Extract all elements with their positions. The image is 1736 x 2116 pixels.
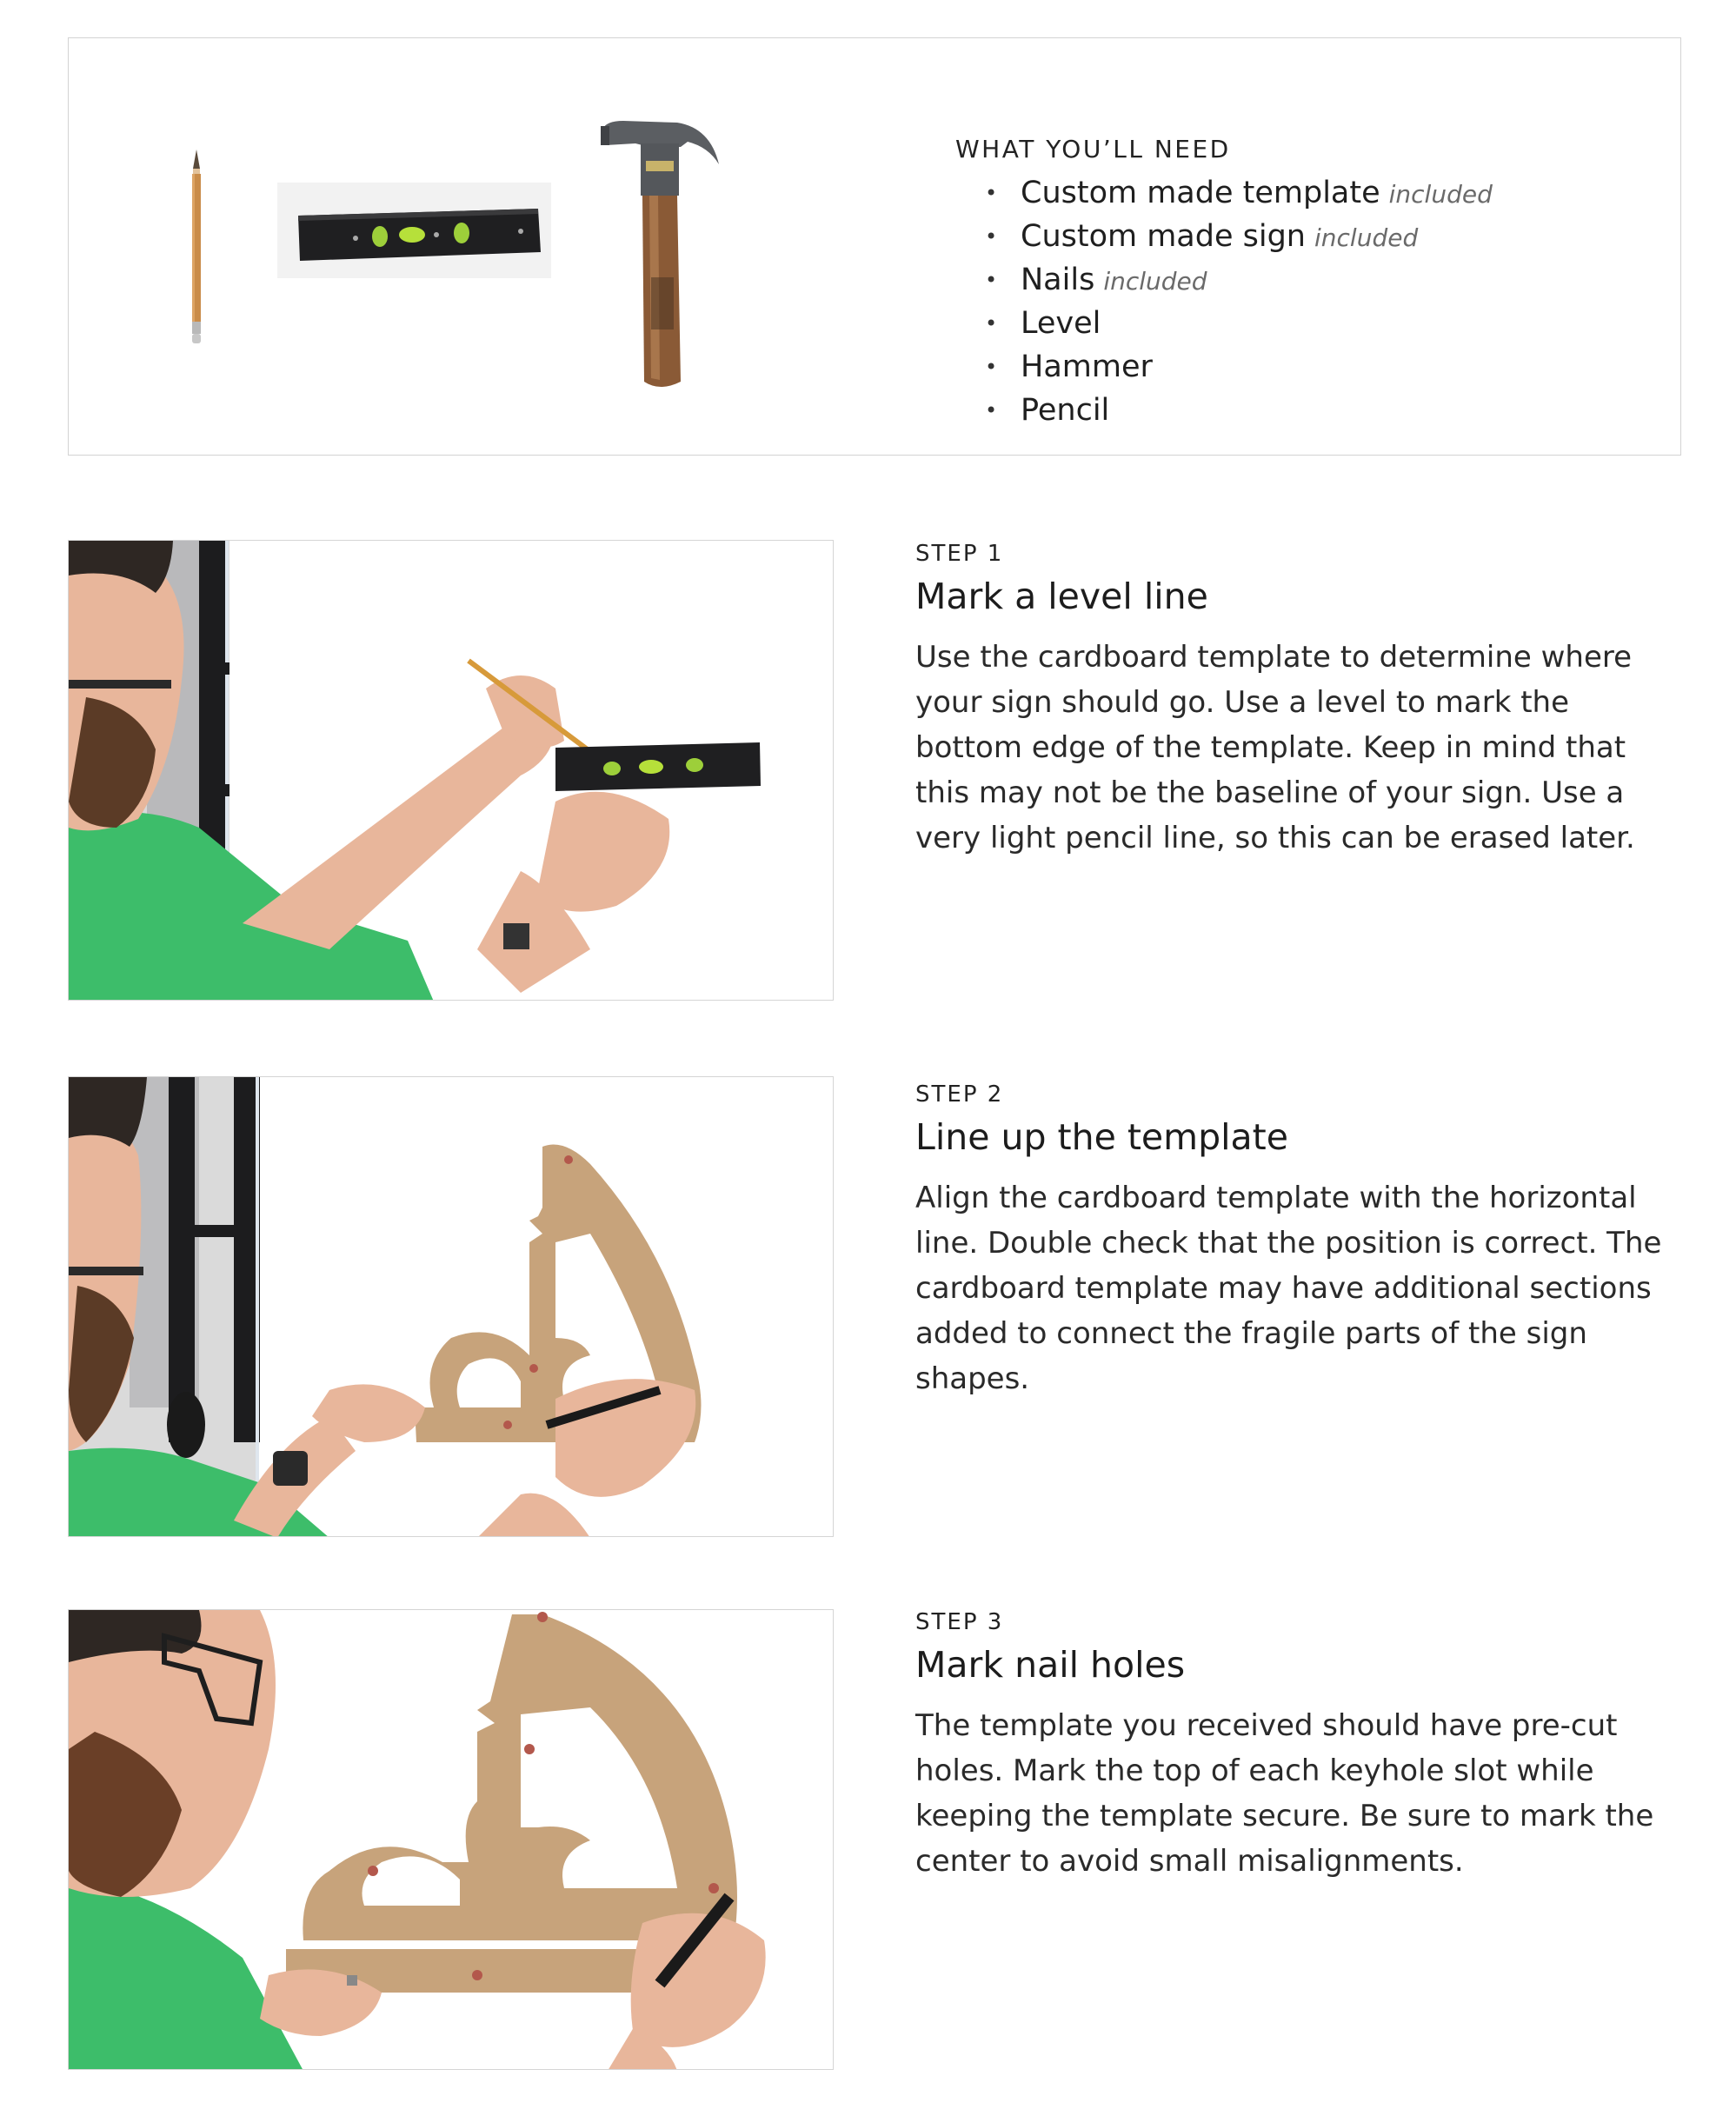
item-label: Hammer [1021, 349, 1153, 384]
list-item [973, 258, 1493, 302]
supplies-list [973, 171, 1493, 432]
item-note: included [1388, 180, 1493, 209]
list-item [973, 389, 1493, 432]
bullet: • [985, 355, 998, 379]
item-label: Nails [1021, 263, 1095, 297]
step-3-photo [68, 1609, 834, 2070]
list-item [973, 302, 1493, 345]
bullet: • [985, 181, 998, 205]
step-1-label: STEP 1 [915, 541, 1004, 567]
list-item [973, 345, 1493, 389]
item-note: included [1314, 223, 1419, 252]
step-2-photo [68, 1076, 834, 1537]
step-3-label: STEP 3 [915, 1609, 1004, 1635]
step-1-body: Use the cardboard template to determine where your sign should go. Use a level to mark the bottom edge of the template. Keep in mind that this may not be the baseline of your sign. Use a very light pencil line, so this can be erased later. [915, 640, 1635, 855]
list-item [973, 215, 1493, 258]
item-label: Custom made template [1021, 176, 1380, 210]
step-3-body: The template you received should have pre-cut holes. Mark the top of each keyhole slot while keeping the template secure. Be sure to mark the center to avoid small misalignments. [915, 1708, 1654, 1879]
list-item [973, 171, 1493, 215]
bullet: • [985, 224, 998, 249]
step-1-title: Mark a level line [915, 576, 1208, 617]
supplies-panel [68, 37, 1681, 456]
step-2-body: Align the cardboard template with the horizontal line. Double check that the position is correct. The cardboard template may have additional sections added to connect the fragile parts of the sign shapes. [915, 1181, 1662, 1396]
level-icon [277, 183, 551, 278]
hammer-icon [597, 112, 728, 399]
bullet: • [985, 311, 998, 336]
item-label: Custom made sign [1021, 219, 1306, 254]
bullet: • [985, 398, 998, 423]
item-label: Pencil [1021, 393, 1110, 428]
item-note: included [1103, 267, 1207, 296]
item-label: Level [1021, 306, 1101, 341]
step-3-title: Mark nail holes [915, 1644, 1186, 1686]
bullet: • [985, 268, 998, 292]
step-2-label: STEP 2 [915, 1081, 1004, 1108]
step-1-photo [68, 540, 834, 1001]
supplies-title: WHAT YOU’LL NEED [955, 135, 1231, 163]
pencil-icon [183, 150, 210, 345]
step-2-title: Line up the template [915, 1116, 1288, 1158]
